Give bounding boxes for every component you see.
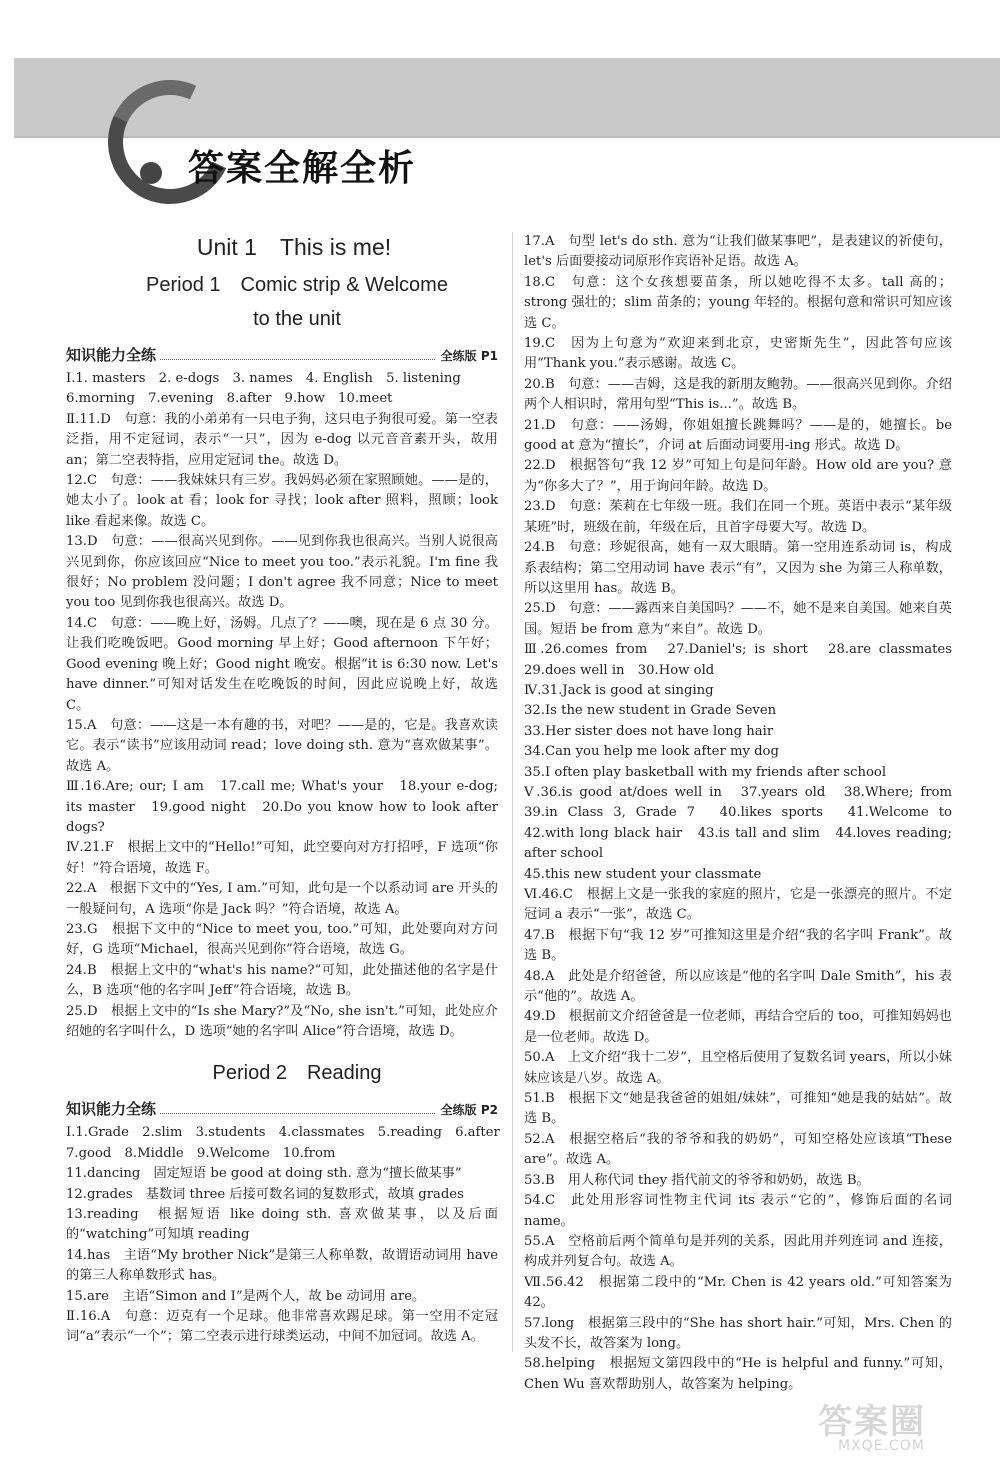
period1-title-line2: to the unit	[253, 308, 341, 330]
answer-line: 32.Is the new student in Grade Seven	[524, 703, 777, 719]
answer-line: 24.B 根据上文中的“what's his name?”可知，此处描述他的名字是什么，B 选项“他的名字叫 Jeff”符合语境，故选 B。	[66, 962, 498, 999]
answer-line: Ⅶ.56.42 根据第二段中的“Mr. Chen is 42 years old.”可知答案为 42。	[524, 1274, 952, 1311]
answer-line: Ⅱ.16.A 句意：迈克有一个足球。他非常喜欢踢足球。第一空用不定冠词“a”表示“一个”；第二空表示进行球类运动，中间不加冠词。故选 A。	[66, 1309, 498, 1345]
answer-line: Ⅴ.36.is good at/does well in 37.years old 38.Where; from 39.in Class 3, Grade 7 40.likes sports 41.Welcome to 42.with long black hair 43.is tall and slim 44.loves reading; after school	[524, 784, 966, 862]
answer-line: 12.C 句意：——我妹妹只有三岁。我妈妈必须在家照顾她。——是的，她太小了。look at 看；look for 寻找；look after 照料，照顾；look like 看起来像。故选 C。	[66, 473, 498, 529]
section-header-p2	[66, 1098, 498, 1121]
answer-line: Ⅰ.1. masters 2. e-dogs 3. names 4. English 5. listening	[66, 371, 461, 386]
page-title: 答案全解全析	[188, 148, 417, 189]
answer-line: 24.B 句意：珍妮很高，她有一双大眼睛。第一空用连系动词 is，构成系表结构；第二空用动词 have 表示“有”，又因为 she 为第三人称单数，所以这里用 has。故选 B。	[524, 540, 952, 596]
section-header-p1	[66, 344, 498, 367]
answer-line: Ⅲ.26.comes from 27.Daniel's; is short 28.are classmates 29.does well in 30.How old	[524, 642, 966, 678]
edition-ref: 全练版 P1	[440, 349, 498, 363]
period2-answers	[66, 1123, 498, 1347]
answer-line: 12.grades 基数词 three 后接可数名词的复数形式，故填 grades	[66, 1186, 464, 1202]
answer-line: 25.D 根据上文中的“Is she Mary?”及“No, she isn't.”可知，此处应介绍她的名字叫什么，D 选项“她的名字叫 Alice”符合语境，故选 D。	[66, 1003, 498, 1039]
answer-line: 19.C 因为上句意为“欢迎来到北京，史密斯先生”，因此答句应该用“Thank you.”表示感谢。故选 C。	[524, 336, 952, 372]
answer-line: 23.D 句意：茱莉在七年级一班。我们在同一个班。英语中表示“某年级某班”时，班级在前，年级在后，且首字母要大写。故选 D。	[524, 499, 952, 535]
answer-line: 11.dancing 固定短语 be good at doing sth. 意为“擅长做某事”	[66, 1166, 462, 1182]
unit-title: Unit 1 This is me!	[196, 234, 392, 260]
answer-line: 22.A 根据下文中的“Yes, I am.”可知，此句是一个以系动词 are 开头的一般疑问句，A 选项“你是 Jack 吗？”符合语境，故选 A。	[66, 881, 498, 917]
answer-line: 58.helping 根据短文第四段中的“He is helpful and funny.”可知，Chen Wu 喜欢帮助别人，故答案为 helping。	[524, 1356, 952, 1392]
answer-line: 54.C 此处用形容词性物主代词 its 表示“它的”，修饰后面的名词 name。	[524, 1193, 952, 1229]
answer-line: 17.A 句型 let's do sth. 意为“让我们做某事吧”，是表建议的祈使句，let's 后面要接动词原形作宾语补足语。故选 A。	[524, 234, 952, 270]
answer-line: 35.I often play basketball with my friends after school	[524, 764, 887, 780]
answer-line: Ⅰ.1.Grade 2.slim 3.students 4.classmates 5.reading 6.after	[66, 1125, 500, 1141]
edition-ref: 全练版 P2	[440, 1103, 498, 1118]
watermark-logo: 答案圈	[818, 1402, 926, 1442]
answer-line: 34.Can you help me look after my dog	[524, 744, 779, 760]
answer-line: 20.B 句意：——吉姆，这是我的新朋友鲍勃。——很高兴见到你。介绍两个人相识时，常用句型“This is...”。故选 B。	[524, 376, 952, 413]
period1-title	[66, 268, 498, 336]
answer-line: 14.has 主语“My brother Nick”是第三人称单数，故谓语动词用 have 的第三人称单数形式 has。	[66, 1247, 498, 1284]
answer-line: 45.this new student your classmate	[524, 866, 762, 882]
answer-line: 33.Her sister does not have long hair	[524, 723, 774, 739]
answer-line: 53.B 用人称代词 they 指代前文的爷爷和奶奶，故选 B。	[524, 1172, 870, 1188]
answer-line: 49.D 根据前文介绍爸爸是一位老师，再结合空后的 too，可推知妈妈也是一位老师。故选 D。	[524, 1009, 952, 1045]
watermark-url: MXQE.COM	[838, 1438, 925, 1454]
right-column	[524, 232, 966, 1395]
period2-title: Period 2 Reading	[212, 1062, 382, 1085]
answer-line: 15.A 句意：——这是一本有趣的书，对吧？——是的，它是。我喜欢读它。表示“读书”应该用动词 read；love doing sth. 意为“喜欢做某事”。故选 A。	[66, 717, 498, 774]
answer-line: 52.A 根据空格后“我的爷爷和我的奶奶”，可知空格处应该填“These are”。故选 A。	[524, 1131, 952, 1168]
period1-title-line1: Period 1 Comic strip & Welcome	[146, 274, 448, 296]
answer-line: 55.A 空格前后两个简单句是并列的关系，因此用并列连词 and 连接，构成并列复合句。故选 A。	[524, 1233, 952, 1270]
answer-line: 57.long 根据第三段中的“She has short hair.”可知，Mrs. Chen 的头发不长，故答案为 long。	[524, 1315, 952, 1351]
ring-dot-icon	[140, 162, 162, 184]
answer-line: 13.D 句意：——很高兴见到你。——见到你我也很高兴。当别人说很高兴见到你，你应该回应“Nice to meet you too.”表示礼貌。I'm fine 我很好；No problem 没问题；I don't agree 我不同意；Nice to meet you too 见到你我也很高兴。故选 D。	[66, 534, 498, 611]
answer-line: 25.D 句意：——露西来自美国吗？——不，她不是来自美国。她来自英国。短语 be from 意为“来自”。故选 D。	[524, 601, 952, 637]
answer-line: 47.B 根据下句“我 12 岁”可推知这里是介绍“我的名字叫 Frank”。故选 B。	[524, 927, 952, 964]
answer-line: 50.A 上文介绍“我十二岁”，且空格后使用了复数名词 years，所以小妹妹应该是八岁。故选 A。	[524, 1050, 952, 1086]
answer-line: Ⅳ.31.Jack is good at singing	[524, 682, 714, 698]
answer-line: 51.B 根据下文“她是我爸爸的姐姐/妹妹”，可推知“她是我的姑姑”。故选 B。	[524, 1091, 952, 1127]
answer-line: 6.morning 7.evening 8.after 9.how 10.meet	[66, 391, 393, 407]
answer-line: 18.C 句意：这个女孩想要苗条，所以她吃得不太多。tall 高的；strong 强壮的；slim 苗条的；young 年轻的。根据句意和常识可知应该选 C。	[524, 274, 952, 331]
dot-leader	[160, 359, 435, 360]
answer-line: 23.G 根据下文中的“Nice to meet you, too.”可知，此处要向对方问好，G 选项“Michael，很高兴见到你”符合语境，故选 G。	[66, 921, 498, 958]
left-column	[66, 232, 498, 1348]
answer-line: 21.D 句意：——汤姆，你姐姐擅长跳舞吗？——是的，她擅长。be good at 意为“擅长”，介词 at 后面动词要用-ing 形式。故选 D。	[524, 417, 952, 454]
answer-line: Ⅱ.11.D 句意：我的小弟弟有一只电子狗，这只电子狗很可爱。第一空表泛指，用不定冠词，表示“一只”，因为 e-dog 以元音音素开头，故用 an；第二空表特指，应用定冠词 the。故选 D。	[66, 411, 498, 468]
period1-answers	[66, 369, 498, 1042]
section-label: 知识能力全练	[66, 346, 157, 364]
answer-line: 48.A 此处是介绍爸爸，所以应该是“他的名字叫 Dale Smith”，his 表示“他的”。故选 A。	[524, 968, 952, 1005]
answer-line: 13.reading 根据短语 like doing sth. 喜欢做某事，以及后面的“watching”可知填 reading	[66, 1207, 498, 1243]
answer-line: Ⅵ.46.C 根据上文是一张我的家庭的照片，它是一张漂亮的照片。不定冠词 a 表示“一张”，故选 C。	[524, 887, 952, 923]
answer-line: 14.C 句意：——晚上好，汤姆。几点了？——噢，现在是 6 点 30 分。让我们吃晚饭吧。Good morning 早上好；Good afternoon 下午好；Good evening 晚上好；Good night 晚安。根据“it is 6:30 now. Let's have dinner.”可知对话发生在吃晚饭的时间，因此应说晚上好，故选 C。	[66, 615, 498, 713]
answer-line: 15.are 主语“Simon and I”是两个人，故 be 动词用 are。	[66, 1288, 426, 1304]
answer-line: 7.good 8.Middle 9.Welcome 10.from	[66, 1145, 336, 1161]
column-divider	[512, 232, 513, 1352]
answer-line: Ⅲ.16.Are; our; I am 17.call me; What's your 18.your e-dog; its master 19.good night 20.Do you know how to look after dogs?	[66, 779, 498, 835]
section-label: 知识能力全练	[66, 1100, 157, 1119]
dot-leader	[160, 1113, 435, 1114]
answer-line: 22.D 根据答句“我 12 岁”可知上句是问年龄。How old are you? 意为“你多大了？”，用于询问年龄。故选 D。	[524, 458, 952, 494]
answer-line: Ⅳ.21.F 根据上文中的“Hello!”可知，此空要向对方打招呼，F 选项“你好！”符合语境，故选 F。	[66, 840, 498, 876]
